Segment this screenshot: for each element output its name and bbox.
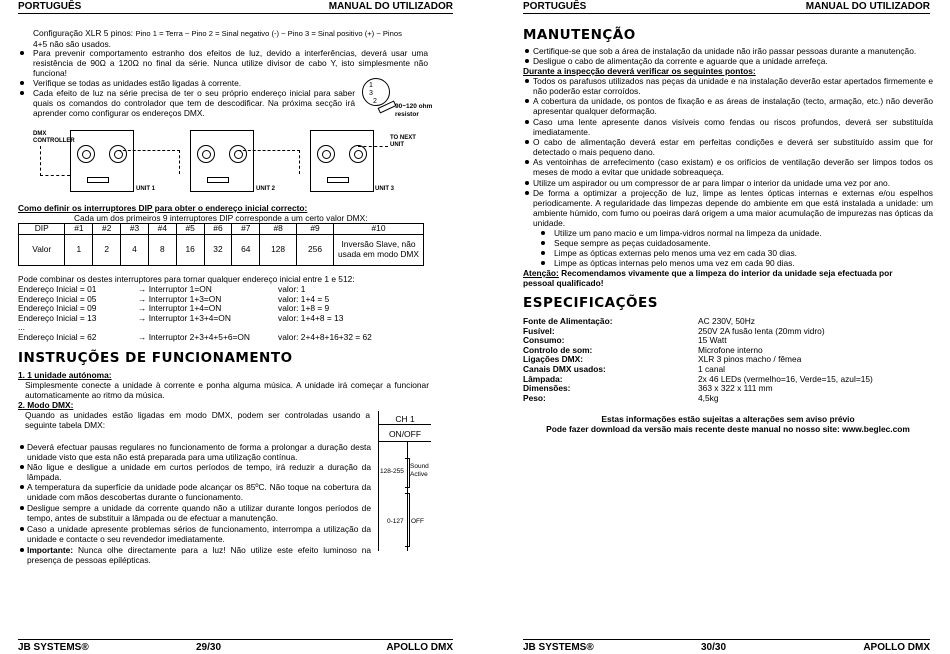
xlr-config xyxy=(33,28,433,49)
page-30 xyxy=(475,0,950,654)
specifications-title: ESPECIFICAÇÕES xyxy=(523,295,658,311)
unit-label: UNIT 1 xyxy=(136,186,156,192)
example-switch: → Interruptor 1+3+4=ON xyxy=(138,312,231,323)
inspection-item: O cabo de alimentação deverá estar em perfeitas condições e deverá ser substituído assim que for detectado o mais pequeno dano. xyxy=(533,137,933,157)
dmx-cable xyxy=(40,146,70,176)
header-title: MANUAL DO UTILIZADOR xyxy=(328,1,453,12)
spec-label: Fusível: xyxy=(523,325,555,336)
pin-label: 2 xyxy=(373,98,377,105)
attention-text: Recomendamos vivamente que a limpeza do interior da unidade seja efectuada por pessoal qualificado! xyxy=(523,268,893,288)
dmx-channel-table xyxy=(378,411,430,551)
divider xyxy=(379,441,431,442)
dmx-controller-label: DMX CONTROLLER xyxy=(33,131,75,144)
dip-table xyxy=(18,223,424,266)
dip-switch-icon xyxy=(327,177,349,183)
mode1-title: 1. 1 unidade autónoma: xyxy=(18,370,112,380)
range-low-value: OFF xyxy=(411,518,424,525)
dmx-cable xyxy=(118,150,180,174)
dip-cell: 32 xyxy=(204,234,232,265)
example-row xyxy=(18,303,438,313)
dip-cell: 4 xyxy=(121,234,149,265)
cleaning-item xyxy=(539,248,929,258)
spec-label: Dimensões: xyxy=(523,383,571,394)
page-footer xyxy=(18,639,453,653)
spec-label: Canais DMX usados: xyxy=(523,363,606,374)
cleaning-item xyxy=(539,228,929,238)
dip-cell: DIP xyxy=(19,224,65,235)
dip-cell: #4 xyxy=(148,224,176,235)
attention-note xyxy=(523,268,923,288)
example-switch: → Interruptor 2+3+4+5+6=ON xyxy=(138,331,250,342)
cleaning-item xyxy=(539,258,929,268)
example-address: Endereço Inicial = 13 xyxy=(18,312,97,323)
example-value: valor: 1+4 = 5 xyxy=(278,293,330,304)
spec-label: Lâmpada: xyxy=(523,373,563,384)
unit-label: UNIT 3 xyxy=(375,186,395,192)
dip-cell: #9 xyxy=(297,224,334,235)
inspection-item: As ventoinhas de arrefecimento (caso existam) e os orifícios de ventilação deverão ser limpos todos os meses de modo a evitar que unidade sobreaqueça. xyxy=(533,157,933,177)
maint-note: Certifique-se que sob a área de instalação da unidade não irão passar pessoas durante a manutenção. xyxy=(533,46,917,56)
page-header xyxy=(523,0,930,14)
dip-cell: #6 xyxy=(204,224,232,235)
dip-cell: #8 xyxy=(260,224,297,235)
range-high: 128-255 xyxy=(380,468,404,475)
pin-label: 3 xyxy=(369,90,373,97)
cleaning-text: Utilize um pano macio e um limpa-vidros normal na limpeza da unidade. xyxy=(554,228,822,238)
dip-cell: 64 xyxy=(232,234,260,265)
important-text: Nunca olhe directamente para a luz! Não utilize este efeito luminoso na presença de pessoas epilépticas. xyxy=(27,545,372,565)
dip-cell: 1 xyxy=(65,234,93,265)
header-language: PORTUGUÊS xyxy=(523,1,587,12)
mode2-title: 2. Modo DMX: xyxy=(18,400,74,410)
resistor-note: Para prevenir comportamento estranho dos efeitos de luz, devido a interferências, deverá usar uma resistência de 90Ω a 120Ω no final da série. Nunca utilize divisor de cabo Y, isto simplesmente não funciona! xyxy=(33,48,428,78)
important-note xyxy=(27,545,371,565)
op-note: A temperatura da superfície da unidade pode alcançar os 85ºC. Não toque na cobertura da unidade com mãos descobertas durante o funcionamento. xyxy=(27,482,371,502)
example-row xyxy=(18,294,438,304)
inspection-item: A cobertura da unidade, os pontos de fixação e as áreas de instalação (tecto, armação, etc.) não deverão apresentar qualquer deformação. xyxy=(533,96,933,116)
example-value: valor: 2+4+8+16+32 = 62 xyxy=(278,331,372,342)
instructions-title: INSTRUÇÕES DE FUNCIONAMENTO xyxy=(18,350,293,366)
dip-cell: Inversão Slave, não usada em modo DMX xyxy=(334,234,424,265)
channel-label: CH 1 xyxy=(395,414,415,424)
example-row xyxy=(18,284,438,294)
dip-cell: #1 xyxy=(65,224,93,235)
example-row xyxy=(18,322,438,332)
unit-label: UNIT 2 xyxy=(256,186,276,192)
example-address: Endereço Inicial = 62 xyxy=(18,331,97,342)
inspection-item: Utilize um aspirador ou um compressor de ar para limpar o interior da unidade uma vez por ano. xyxy=(533,178,891,188)
example-value: valor: 1+8 = 9 xyxy=(278,303,330,314)
mode2-text: Quando as unidades estão ligadas em modo DMX, podem ser controladas usando a seguinte tabela DMX: xyxy=(25,410,370,430)
xlr-connector-icon xyxy=(362,78,390,106)
example-row xyxy=(18,313,438,323)
dip-cell: #7 xyxy=(232,224,260,235)
dip-header-row xyxy=(19,224,424,235)
dip-switch-icon xyxy=(207,177,229,183)
xlr-pins-note: 4+5 não são usados. xyxy=(33,39,111,49)
example-switch: → Interruptor 1+4=ON xyxy=(138,303,222,314)
header-title: MANUAL DO UTILIZADOR xyxy=(805,1,930,12)
footer-brand: JB SYSTEMS® xyxy=(18,642,89,653)
dip-cell: #5 xyxy=(176,224,204,235)
divider xyxy=(379,424,431,425)
spec-label: Fonte de Alimentação: xyxy=(523,316,613,326)
op-note: Deverá efectuar pausas regulares no funcionamento de forma a prolongar a duração desta unidade visto que esta não está preparada para uma utilização contínua. xyxy=(27,442,371,462)
spec-label: Peso: xyxy=(523,392,546,403)
attention-label: Atenção: xyxy=(523,268,559,278)
spec-value: 2x 46 LEDs (vermelho=16, Verde=15, azul=15) xyxy=(698,373,873,384)
resistor-label: 90~120 ohm resistor xyxy=(395,103,433,118)
dip-section-subtitle: Cada um dos primeiros 9 interruptores DIP corresponde a um certo valor DMX: xyxy=(74,213,368,223)
example-value: valor: 1 xyxy=(278,284,306,294)
dip-cell: 2 xyxy=(93,234,121,265)
inspection-item: Todos os parafusos utilizados nas peças da unidade e na instalação deverão estar apertados firmemente e não poderão estar corroídos. xyxy=(533,76,933,96)
example-address: Endereço Inicial = 05 xyxy=(18,293,97,304)
dip-cell: #2 xyxy=(93,224,121,235)
spec-row xyxy=(523,394,873,404)
maint-note: Desligue o cabo de alimentação da corrente e aguarde que a unidade arrefeça. xyxy=(533,56,828,66)
spec-label: Ligações DMX: xyxy=(523,354,584,365)
xlr-pin-list: Pino 1 = Terra ~ Pino 2 = Sinal negativo (-) ~ Pino 3 = Sinal positivo (+) ~ Pinos xyxy=(135,29,402,38)
page-footer xyxy=(523,639,930,653)
spec-value: 363 x 322 x 111 mm xyxy=(698,383,773,394)
op-note: Desligue sempre a unidade da corrente quando não a utilizar durante longos períodos de tempo, antes de substituir a lâmpada ou de efectuar a manutenção. xyxy=(27,503,371,523)
spec-label: Consumo: xyxy=(523,335,565,346)
notice-text: Estas informações estão sujeitas a alterações sem aviso prévio xyxy=(601,414,855,424)
range-low: 0-127 xyxy=(387,518,404,525)
inspection-title: Durante a inspecção deverá verificar os seguintes pontos: xyxy=(523,66,756,76)
example-address: ... xyxy=(18,322,25,333)
example-address: Endereço Inicial = 01 xyxy=(18,284,97,294)
dmx-in-connector-icon xyxy=(197,145,215,163)
example-value: valor: 1+4+8 = 13 xyxy=(278,312,344,323)
next-unit-label: TO NEXT UNIT xyxy=(390,135,416,148)
dmx-cable xyxy=(238,150,300,174)
address-note: Cada efeito de luz na série precisa de ter o seu próprio endereço inicial para saber quais os comandos do controlador que tem de descodificar. Na próxima secção irá aprender como configurar os endereços DMX. xyxy=(33,88,355,118)
address-examples xyxy=(18,284,438,342)
spec-value: XLR 3 pinos macho / fêmea xyxy=(698,354,802,365)
dip-cell: #3 xyxy=(121,224,149,235)
example-address: Endereço Inicial = 09 xyxy=(18,303,97,314)
range-bracket xyxy=(405,493,410,547)
spec-value: 250V 2A fusão lenta (20mm vidro) xyxy=(698,325,825,336)
dip-cell: 256 xyxy=(297,234,334,265)
maintenance-title: MANUTENÇÃO xyxy=(523,27,636,43)
footer-model: APOLLO DMX xyxy=(386,642,453,653)
important-label: Importante: xyxy=(27,545,74,555)
dip-cell: 16 xyxy=(176,234,204,265)
inspection-item: Caso uma lente apresente danos visíveis como fendas ou riscos profundos, deverá ser substituída imediatamente. xyxy=(533,117,933,137)
dip-section-title: Como definir os interruptores DIP para obter o endereço inicial correcto: xyxy=(18,203,308,213)
spec-value: 15 Watt xyxy=(698,335,727,346)
spec-value: Microfone interno xyxy=(698,344,763,355)
dmx-out-connector-icon xyxy=(349,145,367,163)
dip-value-row xyxy=(19,234,424,265)
cleaning-text: Limpe as ópticas internas pelo menos uma vez em cada 90 dias. xyxy=(554,258,795,268)
page-header xyxy=(18,0,453,14)
combine-text: Pode combinar os destes interruptores para tornar qualquer endereço inicial entre 1 e 512: xyxy=(18,274,355,284)
op-note: Não ligue e desligue a unidade em curtos períodos de tempo, irá reduzir a duração da lâmpada. xyxy=(27,462,371,482)
dip-cell: 8 xyxy=(148,234,176,265)
dip-switch-icon xyxy=(87,177,109,183)
dmx-in-connector-icon xyxy=(317,145,335,163)
channel-function: ON/OFF xyxy=(388,429,422,439)
spec-value: 4,5kg xyxy=(698,392,719,403)
xlr-config-label: Configuração XLR 5 pinos: xyxy=(33,28,134,38)
op-note: Caso a unidade apresente problemas sérios de funcionamento, interrompa a utilização da unidade e contacte o seu revendedor imediatamente. xyxy=(27,524,371,544)
cleaning-text: Limpe as ópticas externas pelo menos uma vez em cada 30 dias. xyxy=(554,248,798,258)
spec-table xyxy=(523,317,873,403)
dip-cell: #10 xyxy=(334,224,424,235)
dip-cell: 128 xyxy=(260,234,297,265)
example-switch: → Interruptor 1=ON xyxy=(138,284,212,294)
cleaning-list xyxy=(539,228,929,268)
example-switch: → Interruptor 1+3=ON xyxy=(138,293,222,304)
cleaning-item xyxy=(539,238,929,248)
power-note: Verifique se todas as unidades estão ligadas à corrente. xyxy=(33,78,242,88)
inspection-item: De forma a optimizar a projecção de luz, limpe as lentes ópticas internas e externas e/ou espelhos periodicamente. A regularidade das limpezas depende do ambiente em que está instalada a unidade: um ambiente húmido, com fumo ou poeiras dará origem a uma maior acumulação de impurezas nas ópticas da unidade. xyxy=(533,188,933,228)
cleaning-text: Seque sempre as peças cuidadosamente. xyxy=(554,238,711,248)
footer-brand: JB SYSTEMS® xyxy=(523,642,594,653)
mode1-text: Simplesmente conecte a unidade à corrente e ponha alguma música. A unidade irá começar a funcionar automaticamente ao ritmo da música. xyxy=(25,380,429,400)
unit-3-panel xyxy=(310,130,374,192)
dip-cell: Valor xyxy=(19,234,65,265)
spec-value: AC 230V, 50Hz xyxy=(698,316,755,326)
footer-model: APOLLO DMX xyxy=(863,642,930,653)
header-language: PORTUGUÊS xyxy=(18,1,82,12)
spec-label: Controlo de som: xyxy=(523,344,593,355)
dmx-in-connector-icon xyxy=(77,145,95,163)
spec-value: 1 canal xyxy=(698,363,726,374)
dmx-cable xyxy=(358,146,388,147)
download-text: Pode fazer download da versão mais recente deste manual no nosso site: www.beglec.com xyxy=(546,424,910,434)
footer-page: 29/30 xyxy=(196,642,222,653)
range-high-value: Sound Active xyxy=(410,463,429,478)
footer-page: 30/30 xyxy=(701,642,727,653)
example-row xyxy=(18,332,438,342)
pin-label: 1 xyxy=(369,82,373,89)
